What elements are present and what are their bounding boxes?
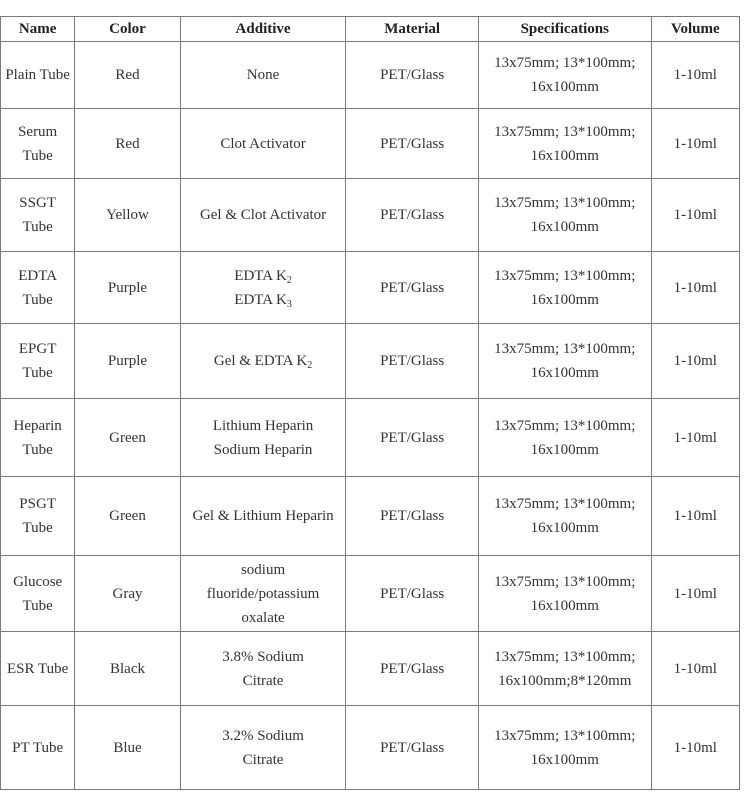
cell-name — [1, 42, 75, 109]
color-text: Purple — [107, 353, 148, 369]
cell-material — [346, 706, 479, 790]
cell-volume — [651, 179, 739, 252]
cell-volume — [651, 399, 739, 477]
cell-material — [346, 324, 479, 399]
name-line: ESR Tube — [7, 660, 69, 677]
additive-text: oxalate — [241, 609, 285, 626]
cell-volume — [651, 109, 739, 179]
additive-text: sodium — [240, 561, 286, 578]
additive-line — [181, 645, 346, 669]
header-color: Color — [75, 17, 180, 42]
material-text: PET/Glass — [380, 207, 445, 223]
additive-text: 3.2% Sodium — [222, 727, 304, 744]
additive-line — [181, 748, 346, 772]
cell-additive — [180, 556, 346, 632]
table-row — [1, 399, 740, 477]
spec-line: 16x100mm — [530, 79, 599, 95]
cell-name — [1, 109, 75, 179]
name-line: SSGT — [19, 195, 56, 211]
name-line: Tube — [22, 441, 53, 458]
color-text: Red — [115, 67, 140, 83]
material-text: PET/Glass — [380, 429, 445, 446]
spec-line: 13x75mm; 13*100mm; — [494, 727, 636, 744]
color-text: Purple — [107, 279, 148, 296]
spec-line: 16x100mm — [530, 219, 599, 235]
cell-specifications — [478, 477, 651, 556]
volume-text: 1-10ml — [673, 135, 717, 152]
volume-text: 1-10ml — [673, 67, 717, 83]
name-line: Tube — [22, 219, 53, 235]
cell-name — [1, 556, 75, 632]
additive-line — [181, 63, 346, 87]
color-text: Blue — [113, 739, 142, 756]
cell-additive — [180, 179, 346, 252]
color-text: Gray — [112, 585, 143, 602]
material-text: PET/Glass — [380, 585, 445, 602]
material-text: PET/Glass — [380, 279, 445, 296]
spec-line: 16x100mm — [530, 751, 599, 768]
cell-name — [1, 632, 75, 706]
header-row — [1, 17, 740, 42]
cell-specifications — [478, 556, 651, 632]
cell-volume — [651, 632, 739, 706]
cell-name — [1, 399, 75, 477]
cell-material — [346, 399, 479, 477]
table-row — [1, 632, 740, 706]
volume-text: 1-10ml — [673, 279, 717, 296]
spec-line: 16x100mm — [530, 597, 599, 614]
material-text: PET/Glass — [380, 135, 445, 152]
spec-line: 13x75mm; 13*100mm; — [494, 417, 636, 434]
cell-color — [75, 706, 180, 790]
name-line: PSGT — [19, 496, 56, 512]
additive-subscript: 3 — [286, 298, 292, 310]
material-text: PET/Glass — [380, 739, 445, 756]
additive-line — [181, 349, 346, 373]
cell-specifications — [478, 252, 651, 324]
additive-line — [181, 724, 346, 748]
cell-additive — [180, 477, 346, 556]
color-text: Red — [115, 135, 140, 152]
cell-specifications — [478, 109, 651, 179]
additive-line — [181, 414, 346, 438]
cell-volume — [651, 556, 739, 632]
cell-material — [346, 632, 479, 706]
cell-specifications — [478, 42, 651, 109]
volume-text: 1-10ml — [673, 508, 717, 524]
spec-line: 13x75mm; 13*100mm; — [494, 55, 636, 71]
name-line: Plain Tube — [5, 67, 70, 83]
cell-name — [1, 324, 75, 399]
spec-line: 16x100mm — [530, 365, 599, 381]
color-text: Black — [110, 660, 145, 677]
spec-line: 16x100mm — [530, 520, 599, 536]
name-line: Tube — [22, 520, 53, 536]
cell-color — [75, 556, 180, 632]
cell-material — [346, 477, 479, 556]
additive-line — [181, 504, 346, 528]
spec-line: 13x75mm; 13*100mm; — [494, 573, 636, 590]
cell-material — [346, 252, 479, 324]
cell-specifications — [478, 399, 651, 477]
cell-volume — [651, 42, 739, 109]
cell-material — [346, 42, 479, 109]
cell-volume — [651, 324, 739, 399]
cell-color — [75, 109, 180, 179]
additive-text: None — [246, 67, 280, 83]
name-line: Tube — [22, 597, 53, 614]
volume-text: 1-10ml — [673, 660, 717, 677]
additive-text: 3.8% Sodium — [222, 648, 304, 665]
material-text: PET/Glass — [380, 508, 445, 524]
cell-additive — [180, 42, 346, 109]
cell-name — [1, 477, 75, 556]
cell-specifications — [478, 706, 651, 790]
table-row — [1, 477, 740, 556]
spec-line: 13x75mm; 13*100mm; — [494, 341, 636, 357]
cell-additive — [180, 109, 346, 179]
additive-text: Gel & Lithium Heparin — [192, 508, 334, 524]
additive-text: Gel & EDTA K — [213, 353, 308, 369]
spec-line: 16x100mm;8*120mm — [498, 672, 632, 689]
table-row — [1, 179, 740, 252]
additive-text: Citrate — [242, 751, 284, 768]
additive-text: EDTA K — [234, 291, 287, 308]
material-text: PET/Glass — [380, 353, 445, 369]
cell-specifications — [478, 632, 651, 706]
name-line: Tube — [22, 291, 53, 308]
table-row — [1, 109, 740, 179]
name-line: EDTA — [18, 267, 58, 284]
additive-line — [181, 203, 346, 227]
additive-line — [181, 132, 346, 156]
cell-material — [346, 556, 479, 632]
cell-name — [1, 706, 75, 790]
cell-color — [75, 179, 180, 252]
name-line: Heparin — [13, 417, 62, 434]
additive-subscript: 2 — [307, 360, 313, 371]
color-text: Yellow — [106, 207, 149, 223]
cell-additive — [180, 252, 346, 324]
color-text: Green — [109, 429, 146, 446]
spec-line: 13x75mm; 13*100mm; — [494, 195, 636, 211]
cell-additive — [180, 632, 346, 706]
additive-text: Sodium Heparin — [213, 441, 313, 458]
spec-line: 13x75mm; 13*100mm; — [494, 123, 636, 140]
additive-text: fluoride/potassium — [206, 585, 320, 602]
spec-line: 13x75mm; 13*100mm; — [494, 496, 636, 512]
color-text: Green — [109, 508, 146, 524]
spec-line: 13x75mm; 13*100mm; — [494, 267, 636, 284]
cell-volume — [651, 252, 739, 324]
table-header — [1, 17, 740, 42]
header-name: Name — [1, 17, 75, 42]
name-line: Tube — [22, 147, 53, 164]
cell-volume — [651, 477, 739, 556]
additive-line — [181, 606, 346, 630]
table-row — [1, 324, 740, 399]
volume-text: 1-10ml — [673, 429, 717, 446]
additive-text: EDTA K — [234, 267, 287, 284]
cell-color — [75, 324, 180, 399]
cell-color — [75, 42, 180, 109]
header-additive: Additive — [180, 17, 346, 42]
name-line: Serum — [18, 123, 58, 140]
material-text: PET/Glass — [380, 67, 445, 83]
cell-color — [75, 477, 180, 556]
cell-material — [346, 109, 479, 179]
volume-text: 1-10ml — [673, 353, 717, 369]
spec-line: 16x100mm — [530, 147, 599, 164]
additive-line — [181, 264, 346, 288]
additive-line — [181, 669, 346, 693]
table-row — [1, 252, 740, 324]
spec-line: 16x100mm — [530, 291, 599, 308]
table-row — [1, 706, 740, 790]
cell-specifications — [478, 179, 651, 252]
cell-name — [1, 179, 75, 252]
cell-color — [75, 252, 180, 324]
cell-additive — [180, 399, 346, 477]
header-volume: Volume — [651, 17, 739, 42]
cell-color — [75, 399, 180, 477]
spec-line: 16x100mm — [530, 441, 599, 458]
additive-text: Clot Activator — [220, 135, 306, 152]
name-line: EPGT — [18, 341, 57, 357]
header-material: Material — [346, 17, 479, 42]
cell-name — [1, 252, 75, 324]
name-line: Tube — [22, 365, 53, 381]
name-line: Glucose — [13, 573, 63, 590]
cell-color — [75, 632, 180, 706]
spec-line: 13x75mm; 13*100mm; — [494, 648, 636, 665]
cell-specifications — [478, 324, 651, 399]
material-text: PET/Glass — [380, 660, 445, 677]
volume-text: 1-10ml — [673, 207, 717, 223]
name-line: PT Tube — [12, 739, 64, 756]
table-row — [1, 556, 740, 632]
table-row — [1, 42, 740, 109]
additive-line — [181, 438, 346, 462]
cell-additive — [180, 706, 346, 790]
additive-text: Lithium Heparin — [212, 417, 314, 434]
additive-line — [181, 582, 346, 606]
additive-subscript: 2 — [286, 274, 292, 286]
volume-text: 1-10ml — [673, 739, 717, 756]
additive-text: Citrate — [242, 672, 284, 689]
cell-additive — [180, 324, 346, 399]
tube-spec-table — [0, 16, 740, 790]
cell-volume — [651, 706, 739, 790]
additive-line — [181, 288, 346, 312]
volume-text: 1-10ml — [673, 585, 717, 602]
header-specifications: Specifications — [478, 17, 651, 42]
table-body — [1, 42, 740, 790]
additive-text: Gel & Clot Activator — [199, 207, 327, 223]
cell-material — [346, 179, 479, 252]
additive-line — [181, 558, 346, 582]
